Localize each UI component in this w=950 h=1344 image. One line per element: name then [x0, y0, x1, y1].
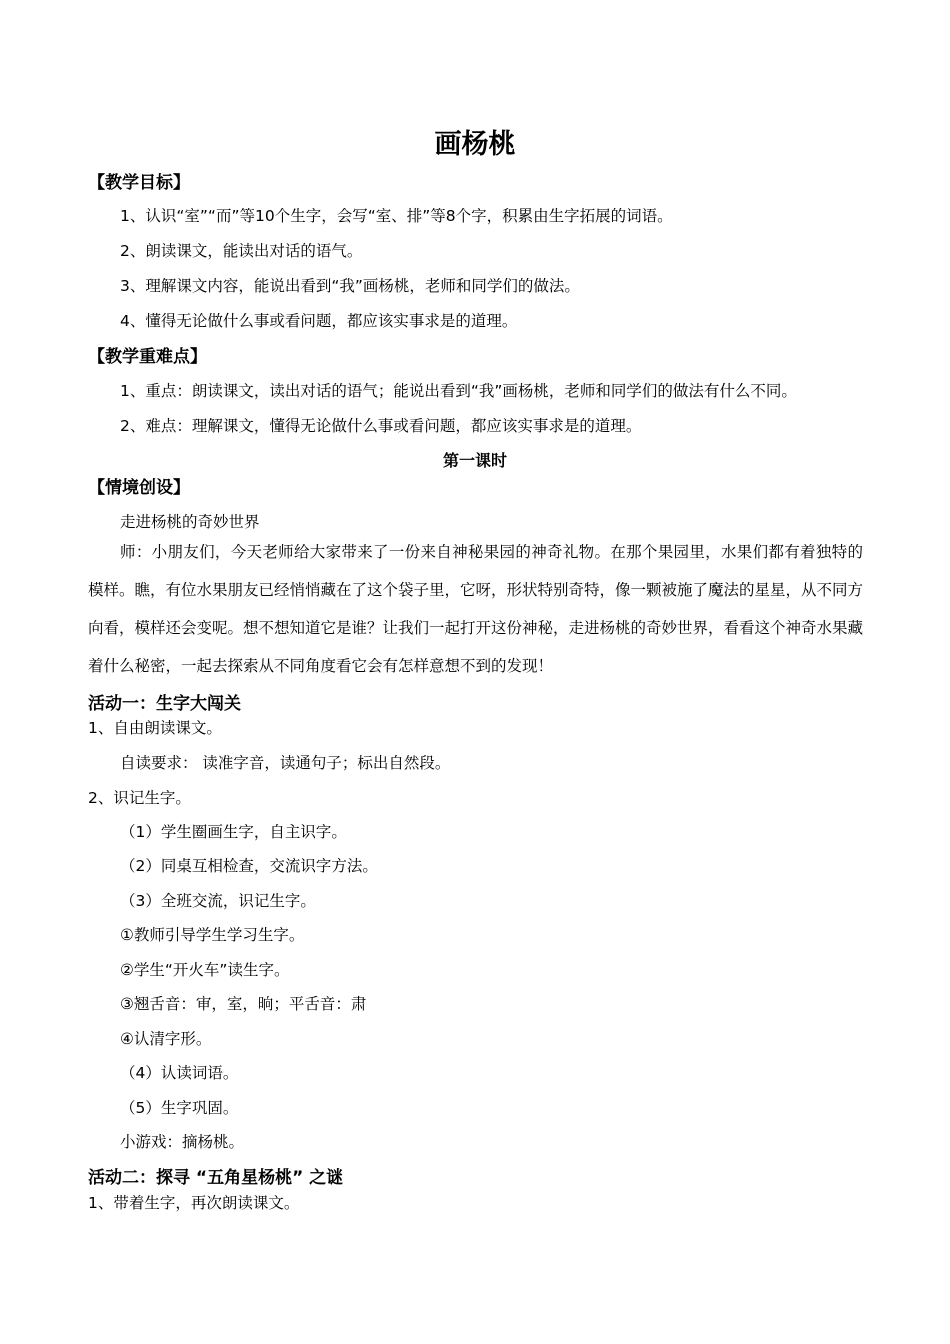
activity1-sub-item: （1）学生圈画生字，自主识字。	[120, 823, 347, 841]
activity1-circled-item: ③翘舌音：审，室，晌；平舌音：肃	[120, 995, 367, 1013]
activity1-sub-item: （3）全班交流，识记生字。	[120, 892, 316, 910]
page-title: 画杨桃	[434, 129, 516, 160]
objective-item: 1、认识“室”“而”等10个生字，会写“室、排”等8个字，积累由生字拓展的词语。	[120, 207, 673, 225]
activity1-step1: 1、自由朗读课文。	[88, 719, 222, 737]
activity2-heading: 活动二：探寻 “五角星杨桃” 之谜	[88, 1168, 344, 1188]
activity1-heading: 活动一：生字大闯关	[88, 694, 241, 714]
activity1-step1-requirement: 自读要求： 读准字音，读通句子；标出自然段。	[120, 754, 451, 772]
difficulties-heading: 【教学重难点】	[88, 347, 207, 367]
scenario-heading: 【情境创设】	[88, 478, 190, 498]
activity1-circled-item: ④认清字形。	[120, 1030, 212, 1048]
activity1-sub-item: （5）生字巩固。	[120, 1099, 239, 1117]
scenario-paragraph: 师：小朋友们，今天老师给大家带来了一份来自神秘果园的神奇礼物。在那个果园里，水果们都有着独特的模样。瞧，有位水果朋友已经悄悄藏在了这个袋子里，它呀，形状特别奇特，像一颗被施了魔法的星星，从不同方向看，模样还会变呢。想不想知道它是谁？让我们一起打开这份神秘，走进杨桃的奇妙世界，看看这个神奇水果藏着什么秘密，一起去探索从不同角度看它会有怎样意想不到的发现！	[88, 543, 864, 675]
difficulty-item: 2、难点：理解课文，懂得无论做什么事或看问题，都应该实事求是的道理。	[120, 417, 642, 435]
difficulty-item: 1、重点：朗读课文，读出对话的语气；能说出看到“我”画杨桃，老师和同学们的做法有什么不同。	[120, 382, 797, 400]
objectives-heading: 【教学目标】	[88, 173, 190, 193]
objective-item: 3、理解课文内容，能说出看到“我”画杨桃，老师和同学们的做法。	[120, 277, 580, 295]
activity2-step1: 1、带着生字，再次朗读课文。	[88, 1194, 300, 1212]
activity1-sub-item: （4）认读词语。	[120, 1064, 239, 1082]
activity1-sub-item: （2）同桌互相检查，交流识字方法。	[120, 857, 378, 875]
objective-item: 2、朗读课文，能读出对话的语气。	[120, 242, 363, 260]
scenario-subtitle: 走进杨桃的奇妙世界	[120, 513, 260, 531]
activity1-circled-item: ②学生“开火车”读生字。	[120, 961, 290, 979]
lesson-title: 第一课时	[442, 451, 507, 470]
activity1-game: 小游戏：摘杨桃。	[120, 1133, 245, 1151]
activity1-step2: 2、识记生字。	[88, 789, 191, 807]
activity1-circled-item: ①教师引导学生学习生字。	[120, 926, 305, 944]
objective-item: 4、懂得无论做什么事或看问题，都应该实事求是的道理。	[120, 312, 518, 330]
